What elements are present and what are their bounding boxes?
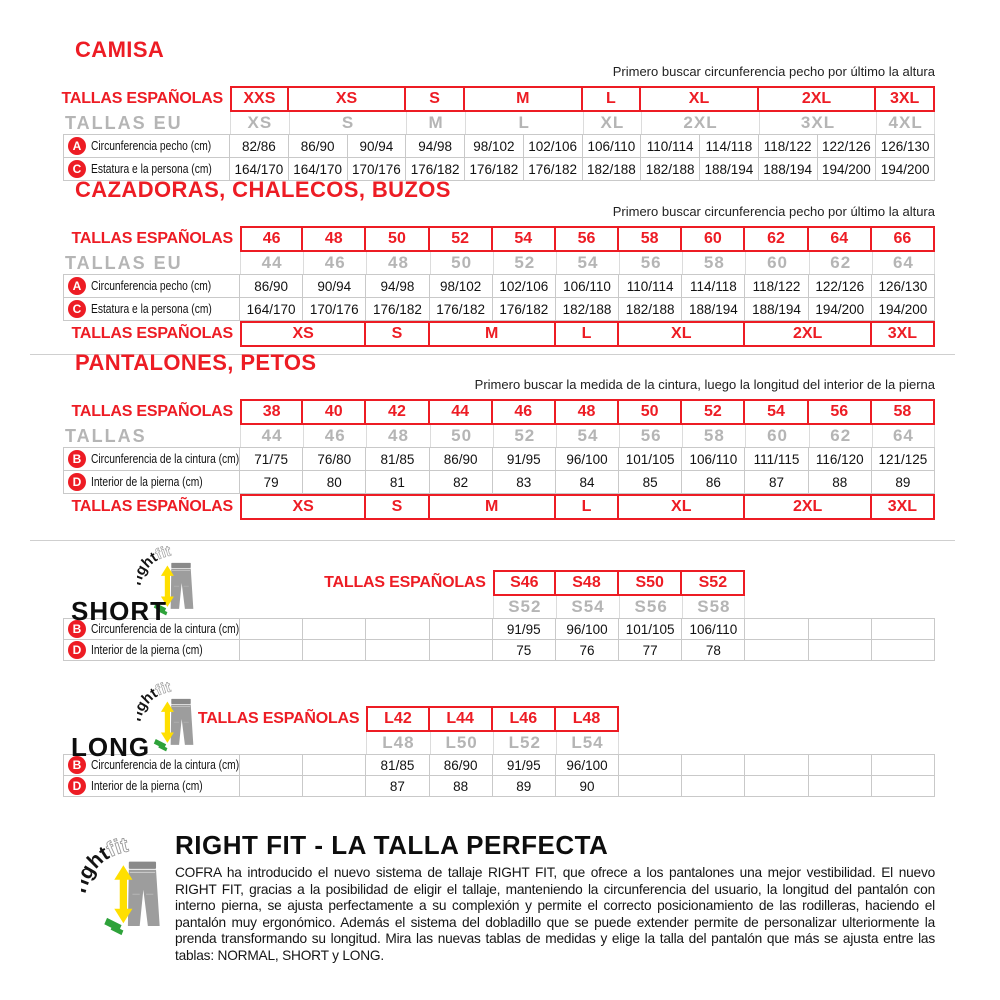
measure-value: 188/194 (699, 157, 759, 181)
size-eu-group: 46 (303, 252, 366, 274)
measure-value: 79 (239, 470, 303, 494)
measure-value: 106/110 (681, 447, 745, 471)
size-es-box: 2XL (743, 494, 871, 520)
measure-value: 176/182 (464, 157, 524, 181)
size-es-box: XS (240, 494, 366, 520)
sizes-eu-label: TALLAS (65, 425, 147, 446)
measure-row (63, 274, 935, 298)
empty-cell (808, 754, 872, 776)
size-alt-group: L54 (556, 732, 619, 754)
measure-badge-c-icon: C (68, 160, 86, 178)
sizes-es-label: TALLAS ESPAÑOLAS (71, 403, 233, 420)
sizes-es-header-row (63, 86, 935, 112)
empty-cell (744, 639, 808, 661)
size-eu-group: 54 (556, 425, 619, 447)
empty-cell (808, 618, 872, 640)
size-eu-group: 58 (682, 252, 745, 274)
size-eu-group: 44 (240, 425, 303, 447)
measure-label-text: Circunferencia de la cintura (cm) (91, 758, 240, 772)
size-es-box: S (404, 86, 465, 112)
size-es-box: M (428, 321, 556, 347)
measure-row (63, 470, 935, 494)
measure-value: 96/100 (555, 754, 619, 776)
size-alt-group: L52 (493, 732, 556, 754)
measure-value: 90 (555, 775, 619, 797)
cazadoras-size-table (63, 226, 935, 347)
size-es-box: L (554, 321, 619, 347)
measure-value: 84 (555, 470, 619, 494)
section-title-pantalones: PANTALONES, PETOS (75, 349, 317, 375)
size-es-box: 40 (301, 399, 366, 425)
section-note-camisa: Primero buscar circunferencia pecho por último la altura (612, 64, 935, 79)
measure-value: 114/118 (681, 274, 745, 298)
measure-value: 94/98 (405, 134, 465, 158)
size-es-box: S46 (493, 570, 556, 596)
measure-row (63, 447, 935, 471)
measure-value: 98/102 (464, 134, 524, 158)
measure-label (63, 274, 240, 298)
pantalones-size-table (63, 399, 935, 520)
size-alt-group: S58 (682, 596, 745, 618)
size-eu-group: 60 (745, 252, 808, 274)
size-alt-group: S56 (619, 596, 682, 618)
measure-value: 194/200 (875, 157, 935, 181)
measure-value: 194/200 (817, 157, 877, 181)
empty-cell (365, 618, 429, 640)
measure-value: 86/90 (429, 447, 493, 471)
size-eu-group: 56 (619, 425, 682, 447)
measure-value: 170/176 (302, 297, 366, 321)
measure-label-text: Circunferencia pecho (cm) (91, 279, 212, 293)
measure-label-text: Interior de la pierna (cm) (91, 779, 203, 793)
size-es-box: 48 (554, 399, 619, 425)
measure-value: 101/105 (618, 447, 682, 471)
size-alt-group: S54 (556, 596, 619, 618)
sizes-es-label: TALLAS ESPAÑOLAS (324, 574, 486, 591)
measure-value: 182/188 (582, 157, 642, 181)
sizes-es-label: TALLAS ESPAÑOLAS (197, 710, 360, 727)
empty-cell (302, 618, 366, 640)
measure-value: 110/114 (618, 274, 682, 298)
size-eu-group: 52 (493, 425, 556, 447)
size-es-box: S52 (680, 570, 745, 596)
measure-value: 182/188 (640, 157, 700, 181)
size-es-box: 50 (364, 226, 429, 252)
empty-cell (744, 618, 808, 640)
section-rightfit (63, 830, 935, 965)
measure-row (63, 639, 935, 661)
section-long (63, 688, 935, 802)
size-es-box: 60 (680, 226, 745, 252)
empty-cell (302, 639, 366, 661)
measure-value: 71/75 (239, 447, 303, 471)
size-eu-group: 48 (366, 425, 429, 447)
size-es-box: 3XL (870, 494, 935, 520)
size-es-box: S50 (617, 570, 682, 596)
size-eu-group: XL (583, 112, 642, 134)
measure-value: 182/188 (555, 297, 619, 321)
sizes-es-label: TALLAS ESPAÑOLAS (71, 230, 233, 247)
size-es-box: XXS (230, 86, 289, 112)
size-es-box: L (554, 494, 619, 520)
rightfit-content (175, 830, 935, 965)
sizes-es-header-row (63, 226, 935, 252)
measure-label (63, 775, 240, 797)
measure-value: 188/194 (758, 157, 818, 181)
sizes-eu-header-row (63, 252, 935, 274)
size-eu-group: 64 (872, 425, 935, 447)
size-es-box: 2XL (757, 86, 877, 112)
size-es-box: 2XL (743, 321, 871, 347)
sizes-es-header-row (63, 399, 935, 425)
size-es-box: 56 (807, 399, 872, 425)
size-es-box: 62 (743, 226, 808, 252)
empty-cell (744, 775, 808, 797)
size-eu-group: 64 (872, 252, 935, 274)
sizes-es-label: TALLAS ESPAÑOLAS (61, 90, 223, 107)
measure-value: 78 (681, 639, 745, 661)
section-title-camisa: CAMISA (75, 36, 165, 62)
size-eu-group: 60 (745, 425, 808, 447)
measure-label (63, 134, 230, 158)
sizes-eu-label: TALLAS EU (65, 112, 183, 133)
measure-row (63, 618, 935, 640)
size-es-box: 42 (364, 399, 429, 425)
size-es-box: XL (617, 494, 745, 520)
size-es-box: XS (240, 321, 366, 347)
measure-label-text: Circunferencia pecho (cm) (91, 139, 212, 153)
measure-value: 81/85 (365, 754, 429, 776)
empty-cell (239, 775, 303, 797)
section-pantalones (63, 349, 935, 520)
measure-value: 188/194 (681, 297, 745, 321)
measure-label (63, 447, 240, 471)
measure-value: 111/115 (744, 447, 808, 471)
measure-value: 194/200 (871, 297, 935, 321)
empty-cell (365, 639, 429, 661)
measure-value: 102/106 (492, 274, 556, 298)
measure-value: 176/182 (405, 157, 465, 181)
long-label: LONG (71, 732, 151, 762)
section-note-cazadoras: Primero buscar circunferencia pecho por último la altura (612, 204, 935, 219)
size-eu-group: 58 (682, 425, 745, 447)
measure-label-text: Estatura e la persona (cm) (91, 302, 212, 316)
size-eu-group: 44 (240, 252, 303, 274)
rightfit-heading: RIGHT FIT - LA TALLA PERFECTA (175, 830, 609, 860)
size-eu-group: 54 (556, 252, 619, 274)
measure-label-text: Estatura e la persona (cm) (91, 162, 212, 176)
measure-value: 90/94 (302, 274, 366, 298)
measure-value: 89 (871, 470, 935, 494)
measure-value: 87 (744, 470, 808, 494)
measure-value: 182/188 (618, 297, 682, 321)
measure-value: 81 (365, 470, 429, 494)
measure-value: 121/125 (871, 447, 935, 471)
size-es-box: 54 (743, 399, 808, 425)
sizes-es-label: TALLAS ESPAÑOLAS (71, 325, 233, 342)
measure-value: 114/118 (699, 134, 759, 158)
measure-value: 91/95 (492, 754, 556, 776)
size-es-box: 64 (807, 226, 872, 252)
size-es-box: 46 (491, 399, 556, 425)
size-eu-group: M (406, 112, 465, 134)
measure-value: 91/95 (492, 447, 556, 471)
measure-badge-a-icon: A (68, 137, 86, 155)
measure-row (63, 775, 935, 797)
size-eu-group: 62 (809, 425, 872, 447)
size-es-box: S (364, 494, 429, 520)
size-es-box: 52 (680, 399, 745, 425)
size-es-box: M (463, 86, 583, 112)
measure-value: 77 (618, 639, 682, 661)
size-es-box: L (581, 86, 642, 112)
measure-row (63, 754, 935, 776)
empty-cell (871, 639, 935, 661)
size-eu-group: 46 (303, 425, 366, 447)
measure-value: 106/110 (555, 274, 619, 298)
size-eu-group: 4XL (876, 112, 935, 134)
empty-cell (808, 639, 872, 661)
section-short (63, 552, 935, 666)
empty-cell (302, 775, 366, 797)
measure-label-text: Interior de la pierna (cm) (91, 475, 203, 489)
measure-value: 86 (681, 470, 745, 494)
measure-value: 83 (492, 470, 556, 494)
measure-value: 91/95 (492, 618, 556, 640)
rightfit-paragraph: COFRA ha introducido el nuevo sistema de tallaje RIGHT FIT, que ofrece a los pantalones una mejor vestibilidad. El nuevo RIGHT FIT, gracias a la posibilidad de eligir el tallaje, manteniendo la circunferencia del usuario, la longitud del pantalón con interno pierna, se ajusta perfectamente a su complexión y permite el correcto posicionamiento de las rodilleras, haciendo el pantalón muy ergonómico. Además el sistema del dobladillo que se puede extender permite de personalizar ulteriormente la prenda transformando su longitud. Mira las nuevas tablas de medidas y elige la talla del pantalón que más se ajusta entre las tablas: NORMAL, SHORT y LONG. (175, 865, 935, 963)
size-es-box: XS (287, 86, 407, 112)
section-note-pantalones: Primero buscar la medida de la cintura, luego la longitud del interior de la pierna (474, 377, 935, 392)
measure-value: 164/170 (229, 157, 289, 181)
measure-value: 76/80 (302, 447, 366, 471)
measure-value: 106/110 (681, 618, 745, 640)
size-es-box: 54 (491, 226, 556, 252)
size-es-box: 44 (428, 399, 493, 425)
measure-value: 90/94 (347, 134, 407, 158)
measure-badge-b-icon: B (68, 620, 86, 638)
measure-badge-d-icon: D (68, 777, 86, 795)
empty-cell (429, 639, 493, 661)
size-es-box: S48 (554, 570, 619, 596)
size-es-box: 58 (870, 399, 935, 425)
short-label: SHORT (71, 596, 167, 626)
measure-value: 118/122 (744, 274, 808, 298)
size-es-box: 38 (240, 399, 303, 425)
measure-value: 86/90 (239, 274, 303, 298)
measure-value: 88 (429, 775, 493, 797)
measure-badge-c-icon: C (68, 300, 86, 318)
empty-cell (871, 754, 935, 776)
measure-value: 82/86 (229, 134, 289, 158)
size-es-box: 50 (617, 399, 682, 425)
measure-value: 194/200 (808, 297, 872, 321)
measure-label (63, 297, 240, 321)
measure-value: 176/182 (523, 157, 583, 181)
rightfit-logo-icon (81, 838, 173, 936)
size-eu-group: XS (230, 112, 289, 134)
empty-cell (618, 754, 682, 776)
measure-value: 126/130 (871, 274, 935, 298)
measure-value: 176/182 (429, 297, 493, 321)
size-eu-group: S (289, 112, 407, 134)
size-es-box: 3XL (874, 86, 935, 112)
measure-value: 76 (555, 639, 619, 661)
size-es-box: M (428, 494, 556, 520)
section-divider (30, 540, 955, 541)
size-es-box: 46 (240, 226, 303, 252)
size-eu-group: 2XL (641, 112, 759, 134)
section-cazadoras-header (63, 176, 935, 221)
measure-value: 86/90 (429, 754, 493, 776)
measure-value: 164/170 (288, 157, 348, 181)
size-eu-group: 50 (430, 425, 493, 447)
measure-label-text: Circunferencia de la cintura (cm) (91, 452, 240, 466)
section-camisa (61, 36, 935, 181)
empty-cell (302, 754, 366, 776)
size-eu-group: 62 (809, 252, 872, 274)
measure-label-text: Interior de la pierna (cm) (91, 643, 203, 657)
measure-label-text: Circunferencia de la cintura (cm) (91, 622, 240, 636)
empty-cell (239, 618, 303, 640)
empty-cell (618, 775, 682, 797)
section-camisa-header (63, 36, 935, 81)
measure-value: 101/105 (618, 618, 682, 640)
measure-value: 188/194 (744, 297, 808, 321)
size-eu-group: L (465, 112, 583, 134)
empty-cell (239, 639, 303, 661)
size-es-box: 66 (870, 226, 935, 252)
measure-value: 110/114 (640, 134, 700, 158)
size-es-box: S (364, 321, 429, 347)
empty-cell (681, 754, 745, 776)
measure-row (63, 134, 935, 158)
size-es-box: L48 (554, 706, 619, 732)
empty-cell (429, 618, 493, 640)
measure-badge-b-icon: B (68, 450, 86, 468)
measure-badge-d-icon: D (68, 473, 86, 491)
sizes-eu-header-row (63, 425, 935, 447)
measure-label (63, 470, 240, 494)
size-alt-group: L48 (366, 732, 429, 754)
measure-value: 118/122 (758, 134, 818, 158)
measure-value: 96/100 (555, 447, 619, 471)
measure-value: 88 (808, 470, 872, 494)
camisa-size-table (63, 86, 935, 181)
measure-value: 98/102 (429, 274, 493, 298)
empty-cell (808, 775, 872, 797)
sizes-eu-label: TALLAS EU (65, 252, 183, 273)
size-es-box: XL (639, 86, 759, 112)
empty-cell (871, 775, 935, 797)
size-es-box: XL (617, 321, 745, 347)
measure-value: 106/110 (582, 134, 642, 158)
measure-value: 94/98 (365, 274, 429, 298)
empty-cell (239, 754, 303, 776)
section-pantalones-header (63, 349, 935, 394)
measure-value: 85 (618, 470, 682, 494)
size-es-box: 52 (428, 226, 493, 252)
measure-value: 126/130 (875, 134, 935, 158)
size-alt-group: L50 (430, 732, 493, 754)
size-eu-group: 48 (366, 252, 429, 274)
sizes-es-footer-row (63, 321, 935, 347)
measure-value: 176/182 (492, 297, 556, 321)
size-es-box: L42 (366, 706, 429, 732)
measure-value: 122/126 (808, 274, 872, 298)
size-eu-group: 3XL (759, 112, 877, 134)
measure-label (63, 639, 240, 661)
empty-cell (871, 618, 935, 640)
size-es-box: 58 (617, 226, 682, 252)
measure-value: 164/170 (239, 297, 303, 321)
size-alt-group: S52 (493, 596, 556, 618)
measure-value: 82 (429, 470, 493, 494)
measure-badge-a-icon: A (68, 277, 86, 295)
measure-value: 87 (365, 775, 429, 797)
measure-row (63, 297, 935, 321)
measure-value: 170/176 (347, 157, 407, 181)
measure-badge-b-icon: B (68, 756, 86, 774)
measure-value: 81/85 (365, 447, 429, 471)
empty-cell (744, 754, 808, 776)
size-eu-group: 56 (619, 252, 682, 274)
size-es-box: 48 (301, 226, 366, 252)
measure-value: 116/120 (808, 447, 872, 471)
measure-value: 89 (492, 775, 556, 797)
size-es-box: 56 (554, 226, 619, 252)
measure-value: 102/106 (523, 134, 583, 158)
sizes-eu-header-row (63, 112, 935, 134)
size-es-box: L46 (491, 706, 556, 732)
size-eu-group: 50 (430, 252, 493, 274)
section-cazadoras (63, 176, 935, 347)
sizes-es-label: TALLAS ESPAÑOLAS (71, 498, 233, 515)
measure-value: 80 (302, 470, 366, 494)
measure-badge-d-icon: D (68, 641, 86, 659)
measure-value: 86/90 (288, 134, 348, 158)
measure-value: 122/126 (817, 134, 877, 158)
empty-cell (681, 775, 745, 797)
measure-value: 176/182 (365, 297, 429, 321)
section-title-cazadoras: CAZADORAS, CHALECOS, BUZOS (75, 176, 451, 202)
measure-value: 96/100 (555, 618, 619, 640)
size-eu-group: 52 (493, 252, 556, 274)
sizes-es-footer-row (63, 494, 935, 520)
size-es-box: L44 (428, 706, 493, 732)
size-es-box: 3XL (870, 321, 935, 347)
measure-value: 75 (492, 639, 556, 661)
